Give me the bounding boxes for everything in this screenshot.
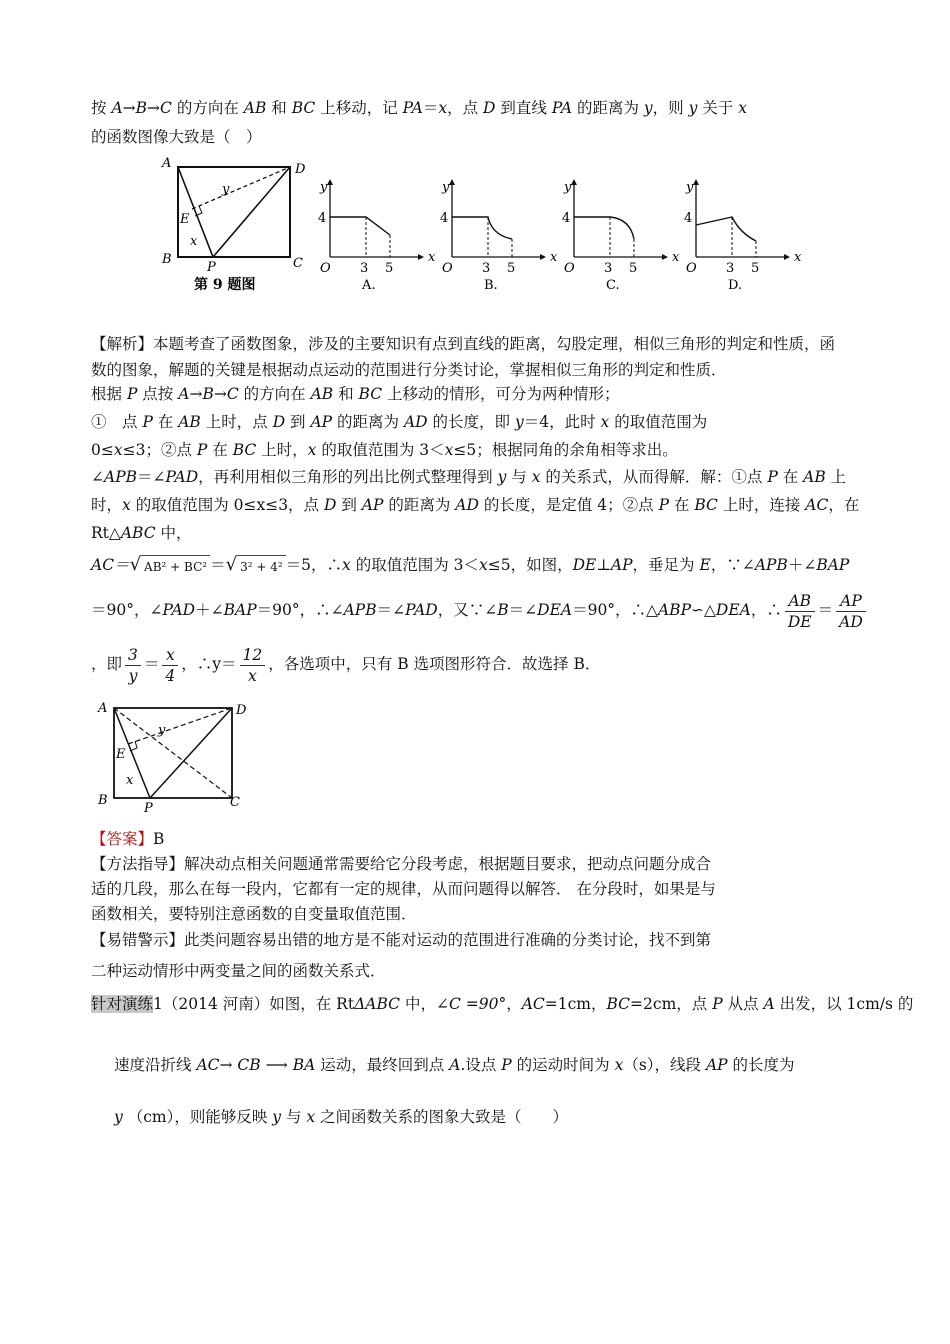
- question-line-2: 的函数图像大致是（ ）: [91, 128, 262, 146]
- origin-label: O: [564, 261, 575, 276]
- sqrt-sign: √: [129, 554, 142, 575]
- fraction-12-x: $\frac{12}{x}$: [240, 645, 266, 686]
- y-axis-label: y: [564, 180, 572, 195]
- graph-option-c: [562, 179, 680, 293]
- analysis-line-4: ① 点 P 在 AB 上时，点 D 到 AP 的距离为 AD 的长度，即 y＝4，此时 x 的取值范围为: [91, 413, 708, 431]
- x-tick-label: 3: [482, 261, 491, 276]
- svg-text:x: x: [126, 773, 134, 788]
- y-tick-label: 4: [562, 211, 571, 226]
- svg-text:y: y: [222, 182, 230, 197]
- y-tick-label: 4: [440, 211, 449, 226]
- x-axis-label: x: [794, 250, 802, 265]
- question-line-1: 按 A→B→C 的方向在 AB 和 BC 上移动，记 PA＝x，点 D 到直线 PA 的距离为 y，则 y 关于 x: [91, 99, 747, 117]
- x-axis-label: x: [550, 250, 558, 265]
- graph-option-a: [318, 179, 436, 293]
- warning-line-2: 二种运动情形中两变量之间的函数关系式．: [91, 962, 386, 980]
- svg-text:B: B: [162, 252, 172, 267]
- graph-option-b: [440, 179, 558, 293]
- y-axis-label: y: [442, 180, 450, 195]
- problem-figure: [160, 155, 800, 295]
- x-tick-label: 5: [629, 261, 638, 276]
- x-tick-label: 5: [751, 261, 760, 276]
- svg-text:P: P: [207, 260, 216, 275]
- analysis-line-3: 根据 P 点按 A→B→C 的方向在 AB 和 BC 上移动的情形，可分为两种情形；: [91, 385, 620, 403]
- graph-option-d: [684, 179, 802, 293]
- option-label: B.: [484, 278, 498, 293]
- practice-line-2: 速度沿折线 AC→ CB ⟶ BA 运动，最终回到点 A.设点 P 的运动时间为 x（s），线段 AP 的长度为: [114, 1056, 795, 1074]
- y-axis-label: y: [320, 180, 328, 195]
- method-line-3: 函数相关，要特别注意函数的自变量取值范围．: [91, 905, 417, 923]
- x-axis-label: x: [428, 250, 436, 265]
- option-label: D.: [728, 278, 743, 293]
- y-tick-label: 4: [684, 211, 693, 226]
- fraction-3-y: $\frac{3}{y}$: [125, 645, 141, 686]
- svg-text:y: y: [158, 723, 166, 738]
- y-tick-label: 4: [318, 211, 327, 226]
- fraction-ap-ad: $\frac{AP}{AD}$: [836, 591, 866, 632]
- solution-figure: [92, 696, 262, 816]
- x-tick-label: 5: [385, 261, 394, 276]
- origin-label: O: [442, 261, 453, 276]
- option-label: C.: [606, 278, 620, 293]
- analysis-line-1: 【解析】本题考查了函数图象，涉及的主要知识有点到直线的距离，勾股定理，相似三角形的判定和性质，函: [91, 335, 836, 353]
- svg-text:A: A: [162, 156, 172, 171]
- svg-text:E: E: [180, 212, 190, 227]
- practice-tag: 针对演练: [91, 995, 154, 1013]
- analysis-line-6: ∠APB＝∠PAD，再利用相似三角形的列出比例式整理得到 y 与 x 的关系式，从而得解．解：①点 P 在 AB 上: [91, 468, 847, 486]
- origin-label: O: [686, 261, 697, 276]
- origin-label: O: [320, 261, 331, 276]
- svg-text:C: C: [230, 795, 240, 810]
- x-tick-label: 3: [360, 261, 369, 276]
- svg-text:x: x: [190, 234, 198, 249]
- fraction-ab-de: $\frac{AB}{DE}$: [785, 591, 815, 632]
- method-line-2: 适的几段，那么在每一段内，它都有一定的规律，从而问题得以解答． 在分段时，如果是与: [91, 880, 716, 898]
- analysis-line-11: ，即 $\frac{3}{y}$ ＝ $\frac{x}{4}$ ，∴y＝ $\frac{12}{x}$ ，各选项中，只有 B 选项图形符合．故选择 B．: [91, 645, 601, 685]
- answer-line: 【答案】B: [91, 830, 165, 848]
- x-tick-label: 3: [604, 261, 613, 276]
- method-line-1: 【方法指导】解决动点相关问题通常需要给它分段考虑，根据题目要求，把动点问题分成合: [91, 855, 712, 873]
- figure-caption: 第 9 题图: [194, 277, 256, 293]
- svg-text:P: P: [144, 801, 153, 816]
- segment-de: [192, 167, 290, 209]
- svg-text:E: E: [116, 747, 126, 762]
- analysis-line-9: AC＝√ AB² + BC² ＝√ 3² + 4² ＝5，∴x 的取值范围为 3＜x≤5，如图，DE⊥AP，垂足为 E，∵∠APB＋∠BAP: [91, 554, 849, 578]
- option-label: A.: [362, 278, 376, 293]
- y-axis-label: y: [686, 180, 694, 195]
- analysis-line-8: Rt△ABC 中，: [91, 524, 192, 542]
- warning-line-1: 【易错警示】此类问题容易出错的地方是不能对运动的范围进行准确的分类讨论，找不到第: [91, 931, 712, 949]
- svg-text:D: D: [295, 162, 306, 177]
- svg-text:D: D: [236, 703, 247, 718]
- x-axis-label: x: [672, 250, 680, 265]
- analysis-line-2: 数的图象，解题的关键是根据动点运动的范围进行分类讨论，掌握相似三角形的判定和性质．: [91, 361, 727, 379]
- analysis-line-10: ＝90°，∠PAD＋∠BAP＝90°，∴∠APB＝∠PAD，又∵∠B＝∠DEA＝90°，∴△ABP∽△DEA，∴ $\frac{AB}{DE}$ ＝ $\frac{AP}{AD}$: [91, 588, 869, 632]
- svg-text:A: A: [98, 701, 108, 716]
- segment-pd: [213, 167, 290, 257]
- svg-text:C: C: [293, 256, 303, 271]
- fraction-x-4: $\frac{x}{4}$: [162, 645, 178, 686]
- svg-text:B: B: [98, 793, 108, 808]
- practice-line-1: 针对演练1（2014 河南）如图，在 RtΔABC 中，∠C =90°，AC=1cm，BC=2cm，点 P 从点 A 出发，以 1cm/s 的: [91, 995, 914, 1013]
- analysis-line-5: 0≤x≤3；②点 P 在 BC 上时，x 的取值范围为 3＜x≤5；根据同角的余角相等求出。: [91, 441, 678, 459]
- x-tick-label: 5: [507, 261, 516, 276]
- x-tick-label: 3: [726, 261, 735, 276]
- practice-line-3: y （cm），则能够反映 y 与 x 之间函数关系的图象大致是（ ）: [114, 1108, 569, 1126]
- analysis-line-7: 时，x 的取值范围为 0≤x≤3，点 D 到 AP 的距离为 AD 的长度，是定值 4；②点 P 在 BC 上时，连接 AC，在: [91, 496, 860, 514]
